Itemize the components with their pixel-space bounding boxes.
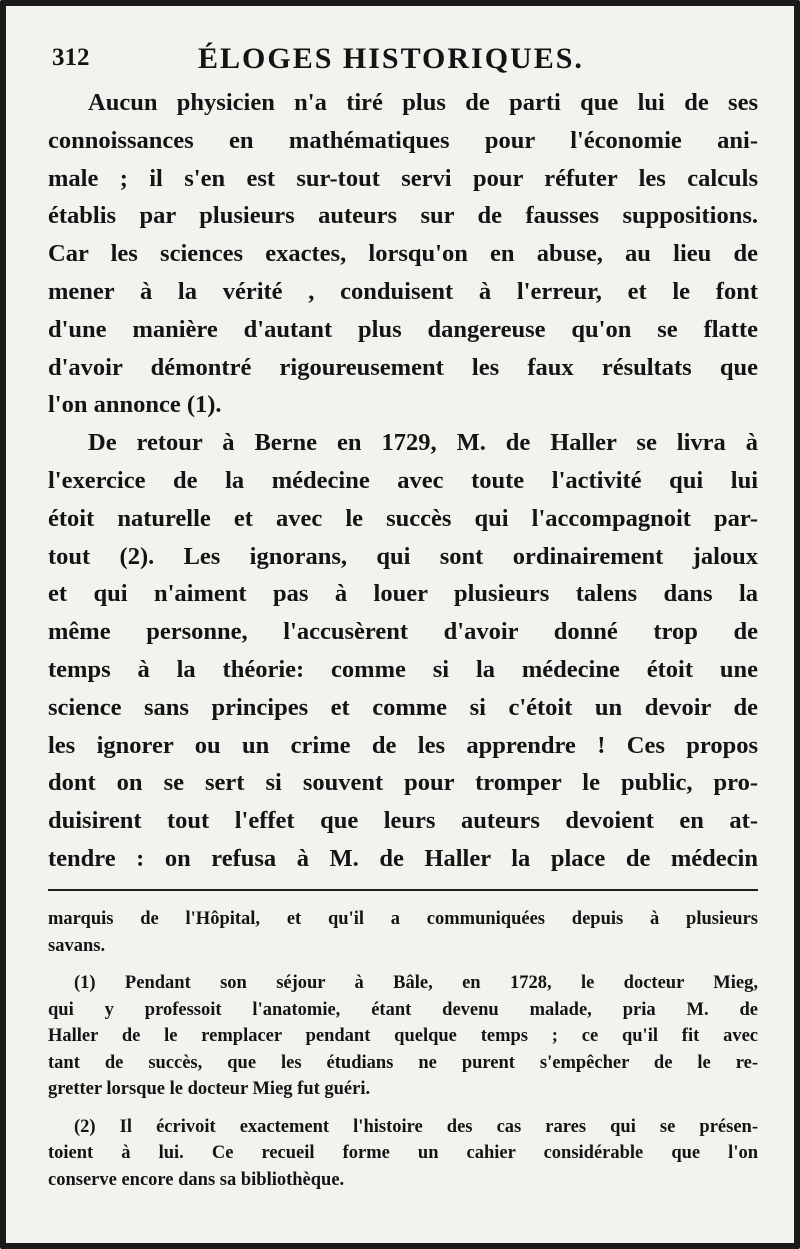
footnote-1: [48, 970, 758, 1103]
text-line: tout (2). Les ignorans, qui sont ordinairement jaloux: [48, 542, 758, 570]
text-line: d'une manière d'autant plus dangereuse qu'on se flatte: [48, 315, 758, 343]
footnote-line: savans.: [48, 935, 106, 956]
main-text: [48, 84, 758, 878]
page-number: 312: [52, 44, 90, 71]
footnote-2: [48, 1114, 758, 1194]
text-line: duisirent tout l'effet que leurs auteurs devoient en at-: [48, 807, 758, 835]
text-line: dont on se sert si souvent pour tromper le public, pro-: [48, 769, 758, 797]
text-line: temps à la théorie: comme si la médecine étoit une: [48, 655, 758, 683]
text-line: Car les sciences exactes, lorsqu'on en abuse, au lieu de: [48, 240, 758, 268]
footnote-line: qui y professoit l'anatomie, étant devenu malade, pria M. de: [48, 999, 758, 1020]
text-line: même personne, l'accusèrent d'avoir donné trop de: [48, 618, 758, 646]
running-title: ÉLOGES HISTORIQUES.: [198, 42, 584, 75]
footnote-line: toient à lui. Ce recueil forme un cahier considérable que l'on: [48, 1143, 758, 1163]
text-line: et qui n'aiment pas à louer plusieurs talens dans la: [48, 580, 758, 608]
text-line: étoit naturelle et avec le succès qui l'accompagnoit par-: [48, 504, 758, 532]
footnote-line: Haller de le remplacer pendant quelque temps ; ce qu'il fit avec: [48, 1026, 758, 1046]
text-line: Aucun physicien n'a tiré plus de parti que lui de ses: [88, 89, 758, 116]
paragraph-2: [48, 424, 758, 878]
footnote-line: conserve encore dans sa bibliothèque.: [48, 1169, 345, 1190]
footnote-line: gretter lorsque le docteur Mieg fut guéri.: [48, 1079, 371, 1099]
running-head: [52, 42, 760, 82]
text-line: d'avoir démontré rigoureusement les faux résultats que: [48, 353, 758, 381]
text-line: mener à la vérité , conduisent à l'erreur, et le font: [48, 277, 758, 305]
footnote-line: (1) Pendant son séjour à Bâle, en 1728, le docteur Mieg,: [74, 973, 758, 993]
text-line: les ignorer ou un crime de les apprendre ! Ces propos: [48, 731, 758, 759]
footnote-line: marquis de l'Hôpital, et qu'il a communiquées depuis à plusieurs: [48, 909, 758, 929]
paragraph-1: [48, 84, 758, 424]
text-line: tendre : on refusa à M. de Haller la place de médecin: [48, 844, 758, 872]
text-line: male ; il s'en est sur-tout servi pour réfuter les calculs: [48, 164, 758, 192]
text-line: établis par plusieurs auteurs sur de fausses suppositions.: [48, 202, 758, 230]
text-line: science sans principes et comme si c'étoit un devoir de: [48, 693, 758, 721]
footnote-line: (2) Il écrivoit exactement l'histoire des cas rares qui se présen-: [74, 1116, 758, 1137]
text-line: connoissances en mathématiques pour l'économie ani-: [48, 126, 758, 154]
footnote-continuation: [48, 906, 758, 959]
text-line: l'on annonce (1).: [48, 391, 222, 419]
text-line: l'exercice de la médecine avec toute l'activité qui lui: [48, 466, 758, 494]
footnote-line: tant de succès, que les étudians ne purent s'empêcher de le re-: [48, 1052, 758, 1073]
footnotes: [48, 906, 758, 1193]
footnote-rule: [48, 889, 758, 891]
text-line: De retour à Berne en 1729, M. de Haller se livra à: [88, 429, 758, 457]
